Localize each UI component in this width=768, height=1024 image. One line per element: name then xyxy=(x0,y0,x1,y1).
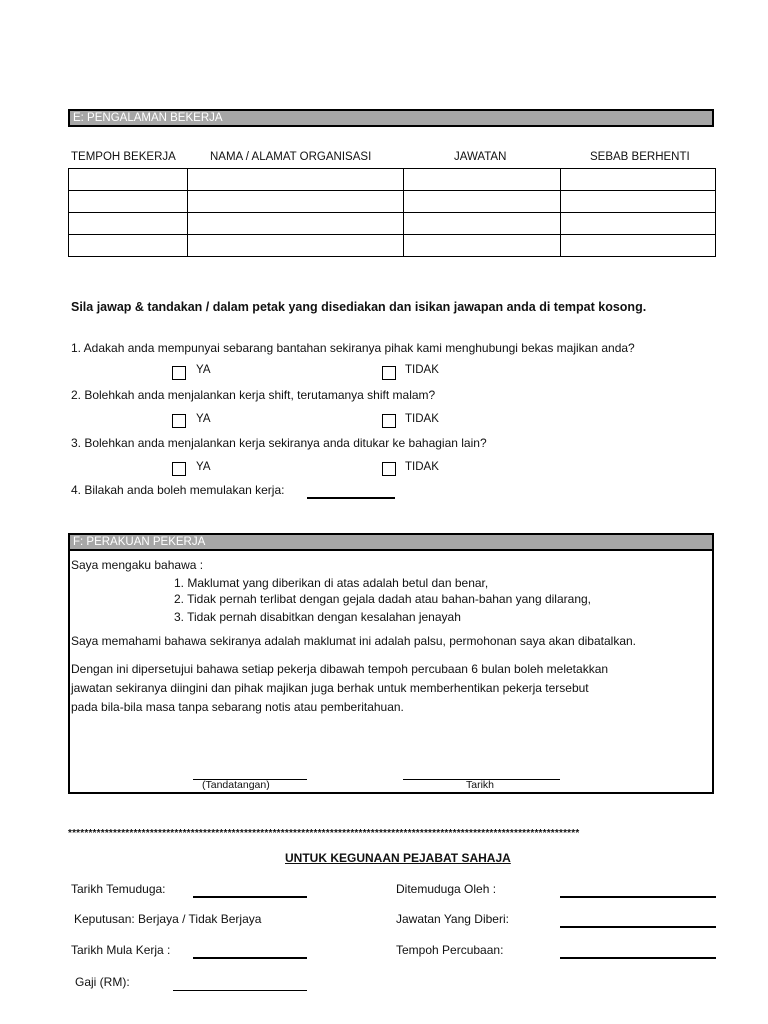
question-3: 3. Bolehkan anda menjalankan kerja sekiranya anda ditukar ke bahagian lain? xyxy=(71,436,487,450)
table-cell[interactable] xyxy=(69,191,188,213)
table-cell[interactable] xyxy=(561,169,716,191)
table-row xyxy=(69,213,716,235)
question-1: 1. Adakah anda mempunyai sebarang bantahan sekiranya pihak kami menghubungi bekas majikan anda? xyxy=(71,341,635,355)
declaration-item-2: 2. Tidak pernah terlibat dengan gejala dadah atau bahan-bahan yang dilarang, xyxy=(174,592,591,606)
q1-no-checkbox[interactable] xyxy=(382,366,396,380)
q2-yes-label: YA xyxy=(196,413,211,425)
table-row xyxy=(69,169,716,191)
table-row xyxy=(69,235,716,257)
table-cell[interactable] xyxy=(69,235,188,257)
column-header-nama: NAMA / ALAMAT ORGANISASI xyxy=(210,151,372,163)
declaration-item-1: 1. Maklumat yang diberikan di atas adalah betul dan benar, xyxy=(174,576,489,590)
table-cell[interactable] xyxy=(188,213,404,235)
office-use-title: UNTUK KEGUNAAN PEJABAT SAHAJA xyxy=(285,851,511,865)
question-2: 2. Bolehkah anda menjalankan kerja shift, terutamanya shift malam? xyxy=(71,388,436,402)
position-given-line[interactable] xyxy=(560,926,716,928)
q3-yes-label: YA xyxy=(196,461,211,473)
probation-line[interactable] xyxy=(560,957,716,959)
section-f-header: F: PERAKUAN PEKERJA xyxy=(68,533,714,551)
declaration-agree-line-2: jawatan sekiranya diingini dan pihak majikan juga berhak untuk memberhentikan pekerja tersebut xyxy=(71,681,589,695)
column-header-tempoh: TEMPOH BEKERJA xyxy=(71,151,176,163)
q3-no-checkbox[interactable] xyxy=(382,462,396,476)
table-cell[interactable] xyxy=(188,169,404,191)
interviewed-by-label: Ditemuduga Oleh : xyxy=(396,882,497,896)
question-4: 4. Bilakah anda boleh memulakan kerja: xyxy=(71,483,285,497)
table-cell[interactable] xyxy=(561,235,716,257)
start-work-input-line[interactable] xyxy=(307,497,395,499)
table-cell[interactable] xyxy=(188,235,404,257)
declaration-agree-line-1: Dengan ini dipersetujui bahawa setiap pekerja dibawah tempoh percubaan 6 bulan boleh meletakkan xyxy=(71,662,609,676)
q1-yes-label: YA xyxy=(196,364,211,376)
q2-no-label: TIDAK xyxy=(405,413,439,425)
q3-yes-checkbox[interactable] xyxy=(172,462,186,476)
declaration-understand: Saya memahami bahawa sekiranya adalah maklumat ini adalah palsu, permohonan saya akan dibatalkan. xyxy=(71,634,637,648)
declaration-item-3: 3. Tidak pernah disabitkan dengan kesalahan jenayah xyxy=(174,610,461,624)
table-cell[interactable] xyxy=(404,191,561,213)
column-header-jawatan: JAWATAN xyxy=(454,151,507,163)
declaration-intro: Saya mengaku bahawa : xyxy=(71,558,204,572)
position-given-label: Jawatan Yang Diberi: xyxy=(396,912,509,926)
section-e-header: E: PENGALAMAN BEKERJA xyxy=(68,109,714,127)
instruction-text: Sila jawap & tandakan / dalam petak yang disediakan dan isikan jawapan anda di tempat kosong. xyxy=(71,300,647,314)
q3-no-label: TIDAK xyxy=(405,461,439,473)
separator-stars: ***************************************************************************************************************************** xyxy=(68,828,580,839)
table-cell[interactable] xyxy=(561,213,716,235)
column-header-sebab: SEBAB BERHENTI xyxy=(590,151,690,163)
interview-date-line[interactable] xyxy=(193,896,307,898)
start-date-label: Tarikh Mula Kerja : xyxy=(71,943,171,957)
q1-no-label: TIDAK xyxy=(405,364,439,376)
employment-table xyxy=(68,168,716,257)
table-cell[interactable] xyxy=(404,213,561,235)
table-cell[interactable] xyxy=(561,191,716,213)
declaration-agree-line-3: pada bila-bila masa tanpa sebarang notis atau pemberitahuan. xyxy=(71,700,404,714)
q2-yes-checkbox[interactable] xyxy=(172,414,186,428)
signature-label: (Tandatangan) xyxy=(202,779,270,791)
table-cell[interactable] xyxy=(69,169,188,191)
interviewed-by-line[interactable] xyxy=(560,896,716,898)
decision-label: Keputusan: Berjaya / Tidak Berjaya xyxy=(74,912,262,926)
salary-label: Gaji (RM): xyxy=(75,975,130,989)
start-date-line[interactable] xyxy=(193,957,307,959)
interview-date-label: Tarikh Temuduga: xyxy=(71,882,166,896)
q1-yes-checkbox[interactable] xyxy=(172,366,186,380)
salary-line[interactable] xyxy=(173,990,307,991)
q2-no-checkbox[interactable] xyxy=(382,414,396,428)
table-cell[interactable] xyxy=(188,191,404,213)
table-cell[interactable] xyxy=(404,235,561,257)
date-label: Tarikh xyxy=(466,779,495,791)
probation-label: Tempoh Percubaan: xyxy=(396,943,504,957)
table-cell[interactable] xyxy=(69,213,188,235)
table-row xyxy=(69,191,716,213)
table-cell[interactable] xyxy=(404,169,561,191)
